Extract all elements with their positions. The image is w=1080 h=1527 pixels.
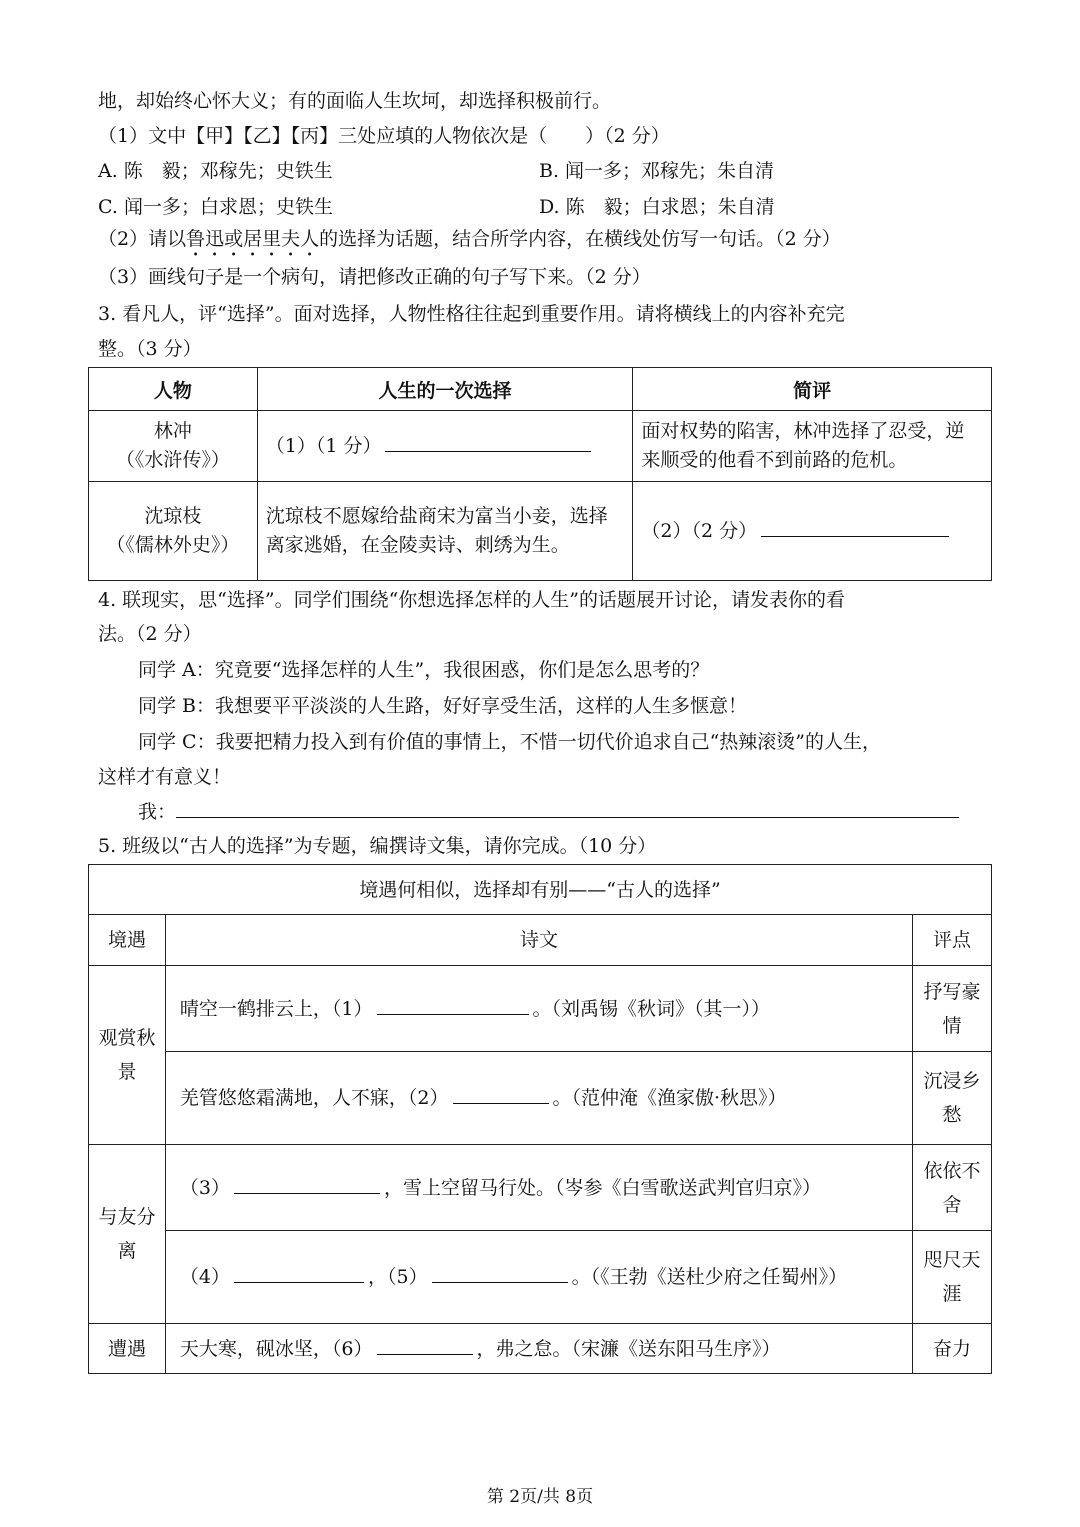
situation-cell: 观赏秋景 [89, 966, 166, 1145]
comment-label: （2）（2 分） [641, 519, 758, 542]
comment-cell: 抒写豪情 [913, 966, 992, 1052]
poem-before: 晴空一鹤排云上，（1） [179, 997, 373, 1020]
q5-stem: 5. 班级以“古人的选择”为专题，编撰诗文集，请你完成。（10 分） [98, 835, 657, 857]
me-label: 我： [138, 801, 177, 823]
person-name: 沈琼枝 [144, 505, 202, 527]
answer-blank-2[interactable] [761, 518, 949, 537]
option-d: D. 陈 毅；白求恩；朱自清 [539, 196, 775, 218]
person-book: （《儒林外史》） [106, 534, 240, 556]
answer-blank-1[interactable] [385, 433, 591, 452]
comment-cell: 奋力 [913, 1324, 992, 1374]
poem-blank-5[interactable] [432, 1264, 568, 1283]
situation-cell: 与友分离 [89, 1145, 166, 1324]
q3-stem-line1: 3. 看凡人，评“选择”。面对选择，人物性格往往起到重要作用。请将横线上的内容补充完 [98, 303, 845, 325]
q2-3-stem: （3）画线句子是一个病句，请把修改正确的句子写下来。（2 分） [98, 266, 651, 288]
q2-1-stem: （1）文中【甲】【乙】【丙】三处应填的人物依次是（ ）（2 分） [98, 125, 670, 147]
comment-cell: 依依不舍 [913, 1145, 992, 1231]
q3-table [88, 367, 992, 581]
q5-header-poem: 诗文 [165, 915, 912, 966]
q3-comment-cell: 面对权势的陷害，林冲选择了忍受，逆来顺受的他看不到前路的危机。 [633, 411, 992, 482]
option-b: B. 闻一多；邓稼先；朱自清 [539, 160, 775, 182]
choice-label: （1）（1 分） [265, 434, 382, 457]
poem-after: 。（刘禹锡《秋词》（其一）） [532, 997, 771, 1020]
intro-line: 地，却始终心怀大义；有的面临人生坎坷，却选择积极前行。 [98, 90, 612, 112]
q2-2-dotted-text: 鲁迅或居里夫人 [186, 228, 320, 250]
poem-after: 。（范仲淹《渔家傲·秋思》） [552, 1087, 787, 1109]
q5-table [88, 864, 992, 1374]
my-answer-line [138, 799, 963, 825]
q3-header-person: 人物 [89, 368, 258, 411]
q3-comment-cell [633, 482, 992, 581]
poem-cell [165, 1231, 912, 1324]
poem-cell [165, 1052, 912, 1145]
q2-2-suffix: 的选择为话题，结合所学内容，在横线处仿写一句话。（2 分） [319, 228, 841, 250]
poem-blank-4[interactable] [234, 1264, 364, 1283]
my-answer-blank[interactable] [176, 799, 959, 818]
q2-2-prefix: （2）请以 [98, 228, 187, 250]
poem-mid: ，（5） [368, 1266, 428, 1288]
q3-header-choice: 人生的一次选择 [257, 368, 633, 411]
q4-stem-line2: 法。（2 分） [98, 623, 202, 645]
comment-cell: 沉浸乡愁 [913, 1052, 992, 1145]
poem-blank-3[interactable] [234, 1175, 380, 1194]
student-c-line2: 这样才有意义！ [98, 766, 232, 788]
option-a: A. 陈 毅；邓稼先；史铁生 [98, 160, 333, 182]
poem-before: 羌管悠悠霜满地，人不寐，（2） [179, 1087, 449, 1109]
q3-stem-line2: 整。（3 分） [98, 338, 202, 360]
q3-person-cell [89, 482, 258, 581]
poem-after: ，弗之怠。（宋濂《送东阳马生序》） [476, 1337, 781, 1360]
q4-stem-line1: 4. 联现实，思“选择”。同学们围绕“你想选择怎样的人生”的话题展开讨论，请发表你的看 [98, 589, 846, 611]
q3-header-comment: 简评 [633, 368, 992, 411]
page-number: 第 2页/共 8页 [486, 1487, 594, 1507]
poem-blank-2[interactable] [453, 1085, 549, 1104]
q5-table-title: 境遇何相似，选择却有别——“古人的选择” [89, 865, 992, 915]
poem-cell [165, 1145, 912, 1231]
poem-cell [165, 1324, 912, 1374]
comment-cell: 咫尺天涯 [913, 1231, 992, 1324]
poem-before: （4） [179, 1266, 231, 1288]
poem-blank-6[interactable] [377, 1336, 473, 1355]
poem-before: （3） [179, 1176, 231, 1199]
student-b: 同学 B：我想要平平淡淡的人生路，好好享受生活，这样的人生多惬意！ [138, 695, 748, 717]
q2-2-stem [98, 226, 841, 261]
poem-before: 天大寒，砚冰坚，（6） [179, 1337, 373, 1360]
q3-choice-cell: 沈琼枝不愿嫁给盐商宋为富当小妾，选择离家逃婚，在金陵卖诗、刺绣为生。 [257, 482, 633, 581]
poem-after: 。（《王勃《送杜少府之任蜀州》） [571, 1266, 848, 1288]
option-c: C. 闻一多；白求恩；史铁生 [98, 196, 333, 218]
q5-header-situation: 境遇 [89, 915, 166, 966]
poem-cell [165, 966, 912, 1052]
q5-header-comment: 评点 [913, 915, 992, 966]
poem-blank-1[interactable] [377, 996, 529, 1015]
q3-choice-cell [257, 411, 633, 482]
poem-after: ，雪上空留马行处。（岑参《白雪歌送武判官归京》） [384, 1176, 822, 1199]
student-c-line1: 同学 C：我要把精力投入到有价值的事情上，不惜一切代价追求自己“热辣滚烫”的人生， [138, 731, 882, 753]
student-a: 同学 A：究竟要“选择怎样的人生”，我很困惑，你们是怎么思考的？ [138, 659, 710, 681]
q3-person-cell [89, 411, 258, 482]
person-name: 林冲 [153, 420, 192, 442]
situation-cell: 遭遇 [89, 1324, 166, 1374]
person-book: （《水浒传》） [115, 449, 230, 471]
